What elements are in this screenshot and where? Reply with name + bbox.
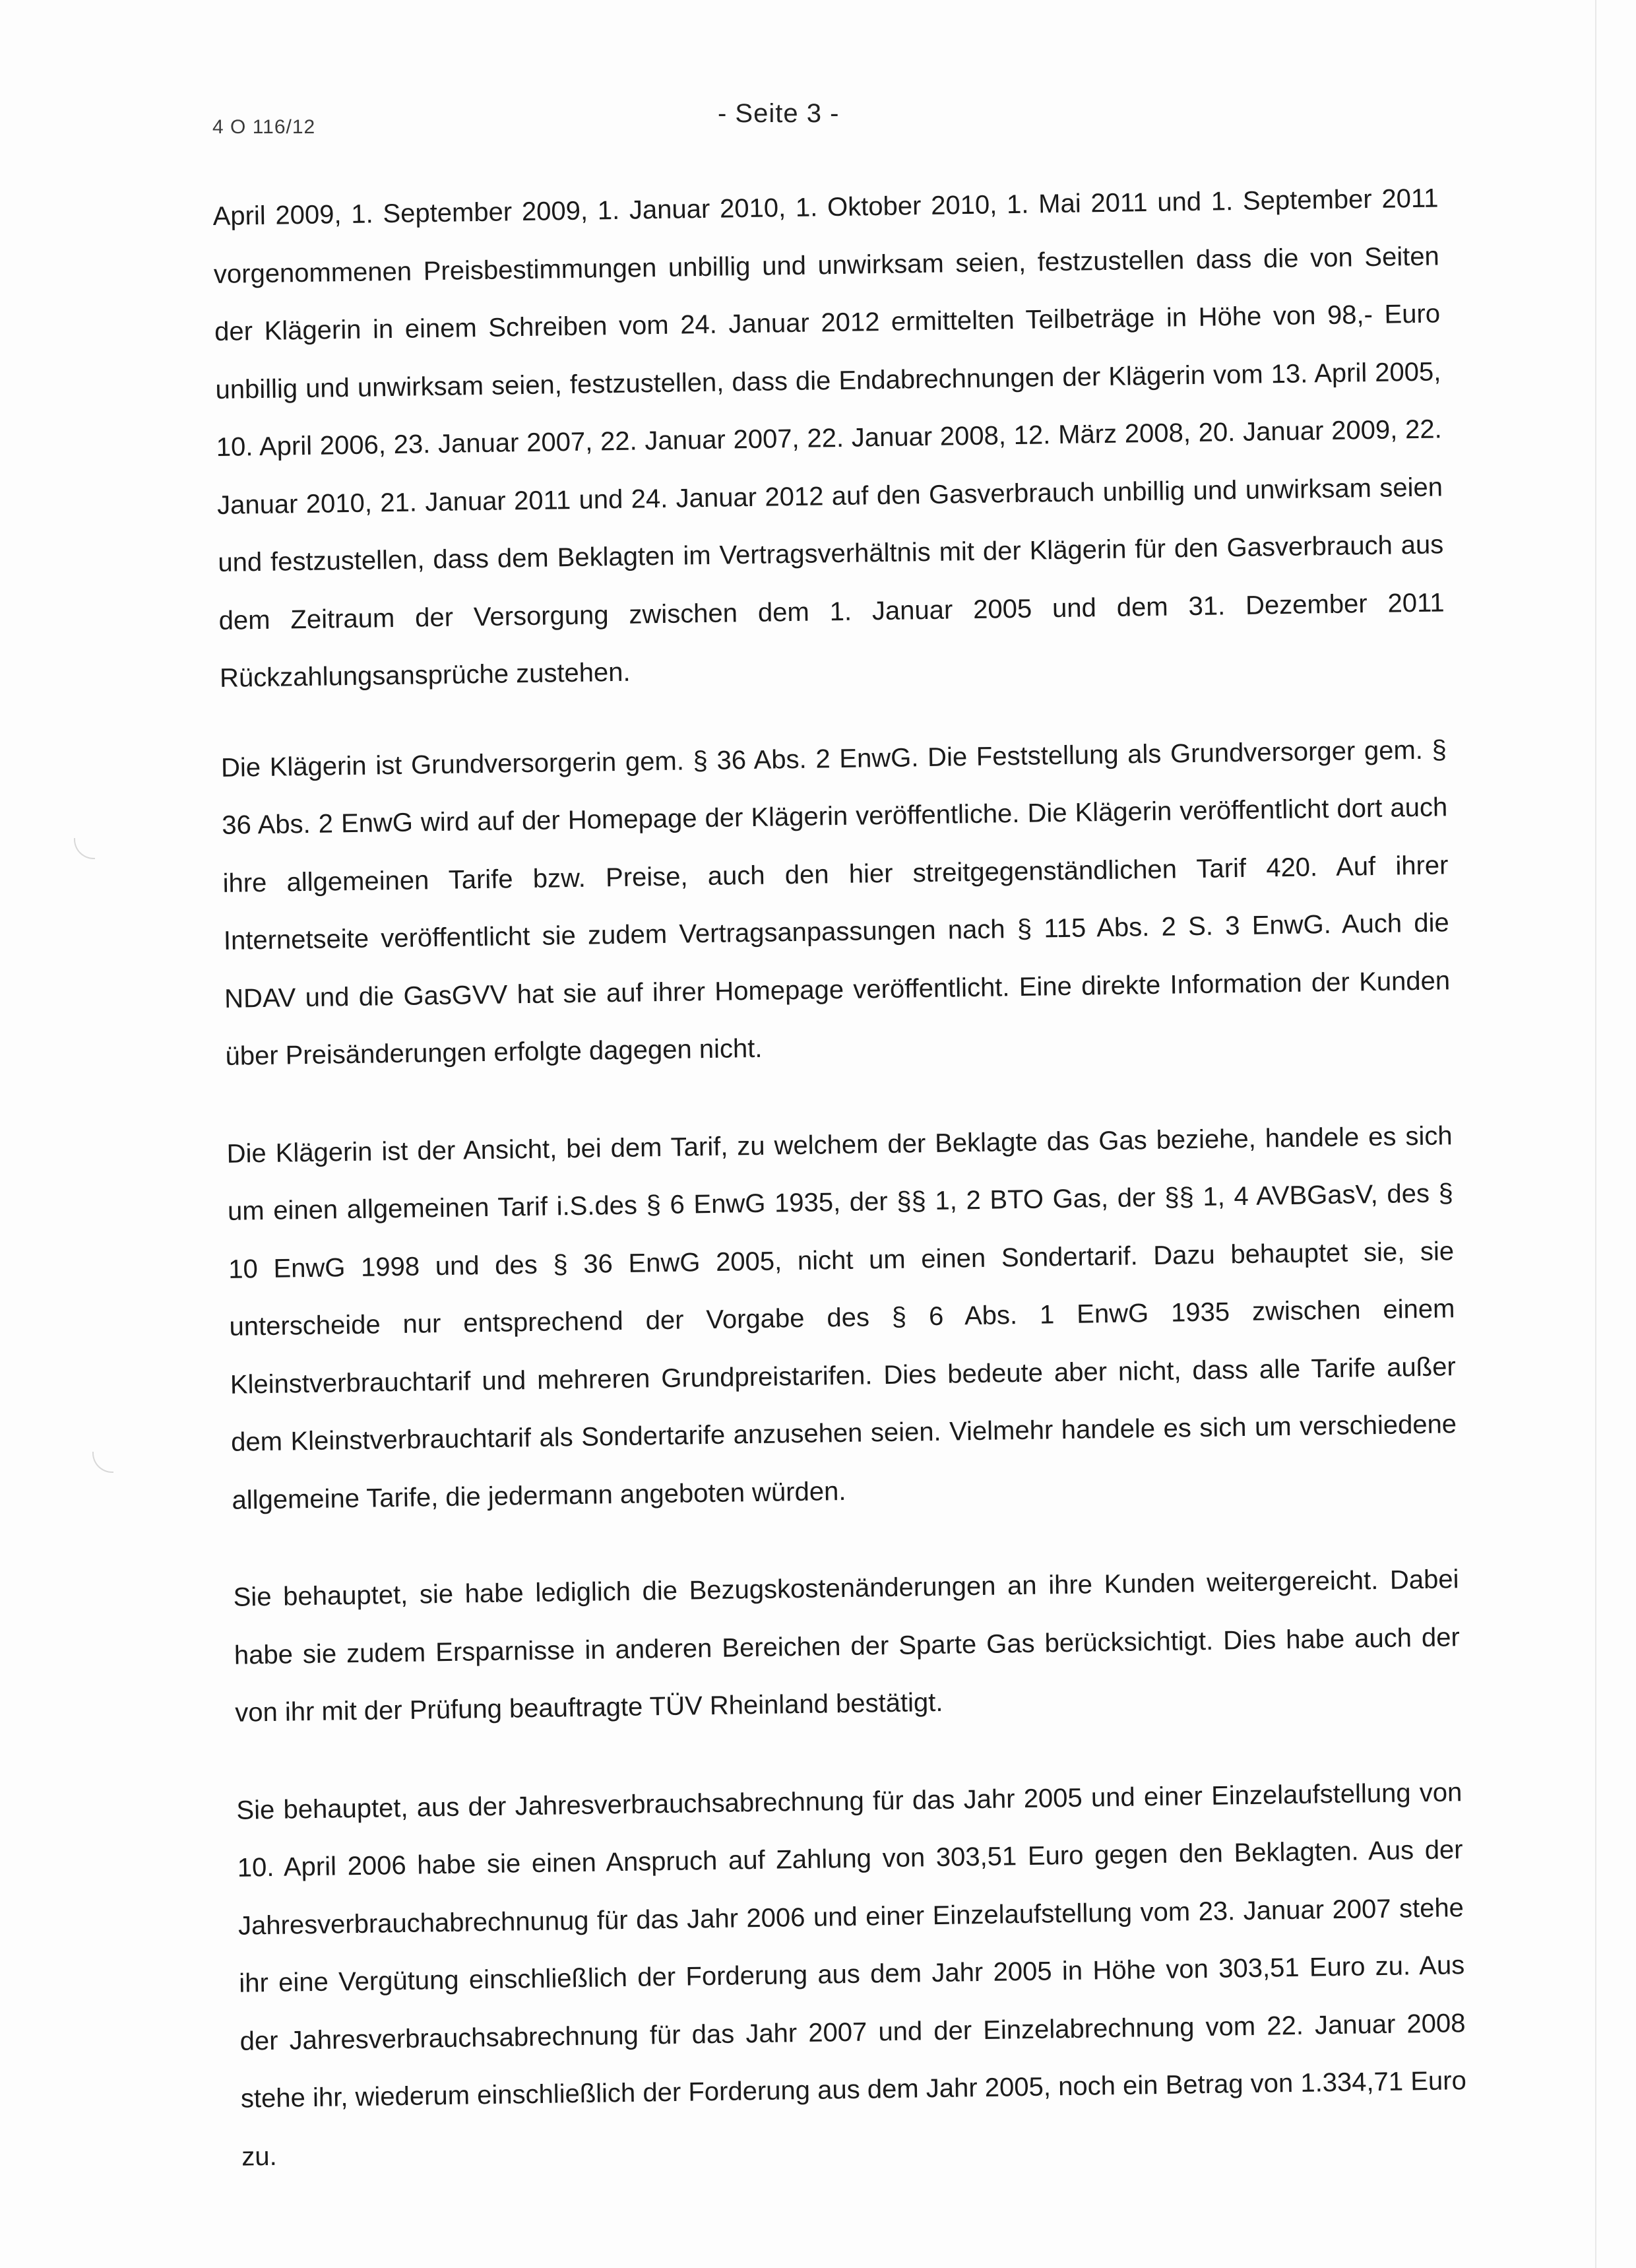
document-body xyxy=(212,170,1468,2225)
scan-edge xyxy=(1595,0,1596,2268)
paragraph: Die Klägerin ist der Ansicht, bei dem Tarif, zu welchem der Beklagte das Gas beziehe, handele es sich um einen allgemeinen Tarif i.S.des § 6 EnwG 1935, der §§ 1, 2 BTO Gas, der §§ 1, 4 AVBGasV, des § 10 EnwG 1998 und des § 36 EnwG 2005, nicht um einen Sondertarif. Dazu behauptet sie, sie unterscheide nur entsprechend der Vorgabe des § 6 Abs. 1 EnwG 1935 zwischen einem Kleinstverbrauchtarif und mehreren Grundpreistarifen. Dies bedeute aber nicht, dass alle Tarife außer dem Kleinstverbrauchtarif als Sondertarife anzusehen seien. Vielmehr handele es sich um verschiedene allgemeine Tarife, die jedermann angeboten würden. xyxy=(226,1120,1457,1515)
paragraph: Die Klägerin ist Grundversorgerin gem. § 36 Abs. 2 EnwG. Die Feststellung als Grundversorger gem. § 36 Abs. 2 EnwG wird auf der Homepage der Klägerin veröffentliche. Die Klägerin veröffentlicht dort auch ihre allgemeinen Tarife bzw. Preise, auch den hier streitgegenständlichen Tarif 420. Auf ihrer Internetseite veröffentlicht sie zudem Vertragsanpassungen nach § 115 Abs. 2 S. 3 EnwG. Auch die NDAV und die GasGVV hat sie auf ihrer Homepage veröffentlicht. Eine direkte Information der Kunden über Preisänderungen erfolgte dagegen nicht. xyxy=(220,734,1451,1071)
paragraph: Sie behauptet, aus der Jahresverbrauchsabrechnung für das Jahr 2005 und einer Einzelaufstellung von 10. April 2006 habe sie einen Anspruch auf Zahlung von 303,51 Euro gegen den Beklagten. Aus der Jahresverbrauchabrechnunug für das Jahr 2006 und einer Einzelaufstellung vom 23. Januar 2007 stehe ihr eine Vergütung einschließlich der Forderung aus dem Jahr 2005 in Höhe von 303,51 Euro zu. Aus der Jahresverbrauchsabrechnung für das Jahr 2007 und der Einzelabrechnung vom 22. Januar 2008 stehe ihr, wiederum einschließlich der Forderung aus dem Jahr 2005, noch ein Betrag von 1.334,71 Euro zu. xyxy=(236,1777,1467,2172)
case-number: 4 O 116/12 xyxy=(212,116,316,138)
punch-hole-mark xyxy=(92,1452,113,1473)
page-number: - Seite 3 - xyxy=(718,99,840,128)
paragraph: Sie behauptet, sie habe lediglich die Bezugskostenänderungen an ihre Kunden weitergereicht. Dabei habe sie zudem Ersparnisse in anderen Bereichen der Sparte Gas berücksichtigt. Dies habe auch der von ihr mit der Prüfung beauftragte TÜV Rheinland bestätigt. xyxy=(233,1565,1461,1728)
punch-hole-mark xyxy=(74,838,95,859)
paragraph: April 2009, 1. September 2009, 1. Januar 2010, 1. Oktober 2010, 1. Mai 2011 und 1. September 2011 vorgenommenen Preisbestimmungen unbillig und unwirksam seien, festzustellen dass die von Seiten der Klägerin in einem Schreiben vom 24. Januar 2012 ermittelten Teilbeträge in Höhe von 98,- Euro unbillig und unwirksam seien, festzustellen, dass die Endabrechnungen der Klägerin vom 13. April 2005, 10. April 2006, 23. Januar 2007, 22. Januar 2007, 22. Januar 2008, 12. März 2008, 20. Januar 2009, 22. Januar 2010, 21. Januar 2011 und 24. Januar 2012 auf den Gasverbrauch unbillig und unwirksam seien und festzustellen, dass dem Beklagten im Vertragsverhältnis mit der Klägerin für den Gasverbrauch aus dem Zeitraum der Versorgung zwischen dem 1. Januar 2005 und dem 31. Dezember 2011 Rückzahlungsansprüche zustehen. xyxy=(212,183,1445,693)
